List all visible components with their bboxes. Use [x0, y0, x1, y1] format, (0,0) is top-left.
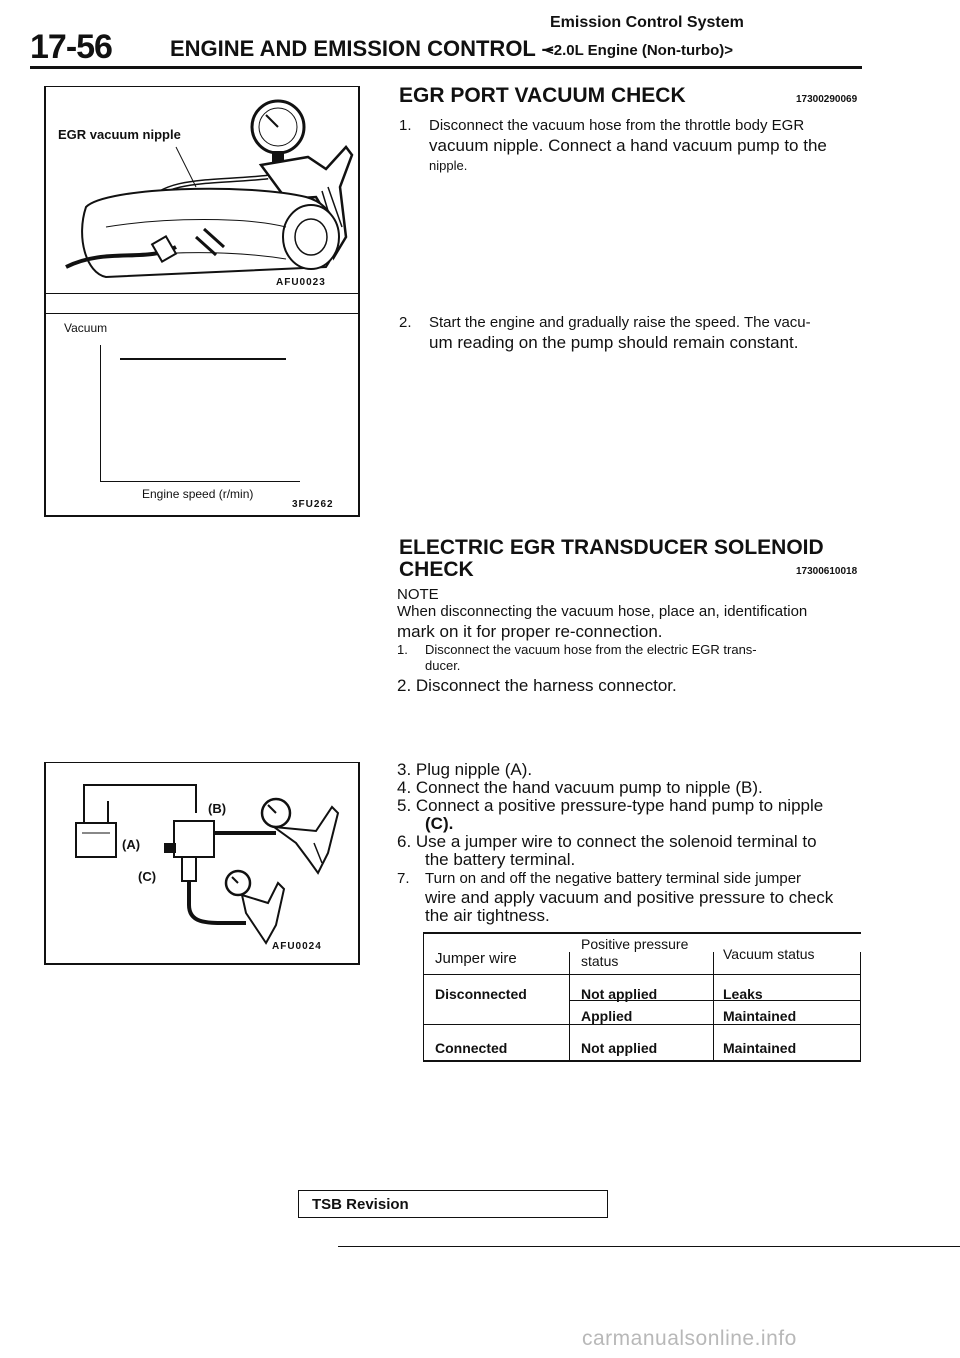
- figure-solenoid-check: [44, 762, 360, 965]
- table-header-jumper: Jumper wire: [435, 950, 517, 967]
- graph-x-label: Engine speed (r/min): [142, 487, 254, 501]
- step3: 3. Plug nipple (A).: [397, 760, 533, 779]
- graph-x-axis: [100, 481, 300, 482]
- section1-step2-line2: um reading on the pump should remain constant.: [429, 333, 799, 352]
- step4: 4. Connect the hand vacuum pump to nipple (B).: [397, 778, 763, 797]
- table-row-rule: [423, 1024, 861, 1025]
- table-cell: Not applied: [581, 1040, 658, 1056]
- section2-title-line2: CHECK: [399, 558, 474, 581]
- section2-doc-number: 17300610018: [796, 566, 858, 577]
- section1-step1-line2: vacuum nipple. Connect a hand vacuum pump to the: [429, 136, 827, 155]
- table-header-rule: [423, 974, 861, 975]
- step6-line1: 6. Use a jumper wire to connect the solenoid terminal to: [397, 832, 817, 851]
- photo-code: AFU0023: [276, 277, 326, 288]
- section1-step1-line1: Disconnect the vacuum hose from the throttle body EGR: [429, 117, 805, 134]
- note-label: NOTE: [397, 586, 439, 603]
- table-bottom-rule: [423, 1060, 861, 1062]
- footer-rule: [338, 1246, 960, 1247]
- nipple-b-label: (B): [208, 801, 227, 816]
- section2-title-line1: ELECTRIC EGR TRANSDUCER SOLENOID: [399, 536, 824, 559]
- table-cell: Leaks: [723, 986, 763, 1002]
- section1-step2-line1: Start the engine and gradually raise the speed. The vacu-: [429, 314, 811, 331]
- graph-code: 3FU262: [292, 499, 334, 510]
- nipple-c-label: (C): [138, 869, 157, 884]
- table-col-divider: [569, 952, 570, 1060]
- step5-line2: (C).: [425, 814, 454, 833]
- table-border: [860, 952, 861, 1060]
- step7-line2: wire and apply vacuum and positive pressure to check: [425, 888, 834, 907]
- section1-step1-line3: nipple.: [429, 158, 468, 173]
- step1-line1: Disconnect the vacuum hose from the electric EGR trans-: [425, 642, 757, 657]
- step5-line1: 5. Connect a positive pressure-type hand pump to nipple: [397, 796, 824, 815]
- watermark: carmanualsonline.info: [582, 1327, 797, 1350]
- chapter-subtitle: <2.0L Engine (Non-turbo)>: [545, 42, 734, 59]
- table-cell: Connected: [435, 1040, 508, 1056]
- graph-constant-line: [120, 358, 286, 360]
- egr-nipple-illustration: [46, 87, 358, 287]
- table-cell: Not applied: [581, 986, 658, 1002]
- step7-line3: the air tightness.: [425, 906, 550, 925]
- step7-num: 7.: [397, 870, 410, 887]
- figure-divider: [46, 293, 358, 294]
- figure-divider: [46, 313, 358, 314]
- section1-step2-num: 2.: [399, 314, 412, 331]
- table-cell: Maintained: [723, 1008, 797, 1024]
- table-top-rule: [423, 932, 861, 934]
- figure2-code: AFU0024: [272, 941, 322, 952]
- step1-num: 1.: [397, 642, 408, 657]
- figure-egr-nipple: [44, 86, 360, 517]
- nipple-a-label: (A): [122, 837, 141, 852]
- section1-title: EGR PORT VACUUM CHECK: [399, 84, 686, 107]
- table-col-divider: [713, 952, 714, 1060]
- photo-label: EGR vacuum nipple: [58, 127, 181, 142]
- step7-line1: Turn on and off the negative battery terminal side jumper: [425, 870, 802, 887]
- solenoid-check-illustration: [46, 763, 358, 963]
- step1-line2: ducer.: [425, 658, 461, 673]
- table-cell: Maintained: [723, 1040, 797, 1056]
- table-header-pressure: Positive pressure status: [581, 936, 689, 969]
- header-rule: [30, 66, 862, 69]
- page-number: 17-56: [30, 28, 112, 66]
- table-cell: Disconnected: [435, 986, 527, 1002]
- note-line2: mark on it for proper re-connection.: [397, 622, 663, 641]
- table-border: [423, 932, 424, 1060]
- graph-y-label: Vacuum: [64, 321, 108, 335]
- graph-y-axis: [100, 345, 101, 481]
- section1-doc-number: 17300290069: [796, 94, 858, 105]
- step2: 2. Disconnect the harness connector.: [397, 676, 677, 695]
- table-cell: Applied: [581, 1008, 633, 1024]
- note-line1: When disconnecting the vacuum hose, place an, identification: [397, 603, 808, 620]
- tsb-revision-label: TSB Revision: [312, 1196, 409, 1213]
- section1-step1-num: 1.: [399, 117, 412, 134]
- step6-line2: the battery terminal.: [425, 850, 576, 869]
- table-header-vacuum: Vacuum status: [723, 946, 815, 962]
- chapter-title: ENGINE AND EMISSION CONTROL –: [170, 36, 554, 61]
- section-title: Emission Control System: [550, 14, 744, 31]
